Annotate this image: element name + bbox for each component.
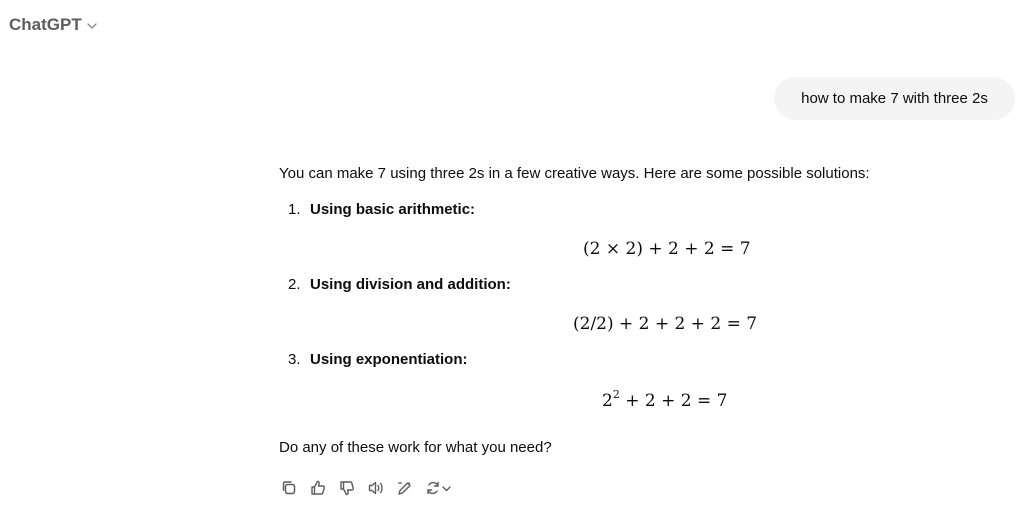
list-number: 1. bbox=[288, 201, 301, 218]
thumbs-up-button[interactable] bbox=[308, 478, 328, 498]
copy-button[interactable] bbox=[279, 478, 299, 498]
math-equation: (2 × 2) + 2 + 2 = 7 bbox=[583, 239, 751, 259]
regenerate-button[interactable] bbox=[424, 478, 454, 498]
math-equation bbox=[602, 388, 727, 411]
math-exponent: 2 bbox=[612, 388, 620, 401]
thumbs-down-icon bbox=[338, 479, 356, 497]
read-aloud-icon bbox=[367, 479, 385, 497]
model-selector[interactable] bbox=[9, 13, 98, 37]
assistant-intro: You can make 7 using three 2s in a few creative ways. Here are some possible solutions: bbox=[279, 165, 870, 182]
list-item bbox=[288, 201, 475, 218]
list-label: Using division and addition: bbox=[310, 276, 511, 293]
message-actions bbox=[279, 478, 454, 498]
user-message-text: how to make 7 with three 2s bbox=[801, 90, 988, 107]
list-item bbox=[288, 351, 468, 368]
thumbs-down-button[interactable] bbox=[337, 478, 357, 498]
list-item bbox=[288, 276, 511, 293]
read-aloud-button[interactable] bbox=[366, 478, 386, 498]
regenerate-icon bbox=[425, 479, 453, 497]
list-number: 3. bbox=[288, 351, 301, 368]
user-message-bubble bbox=[774, 77, 1015, 120]
assistant-closing: Do any of these work for what you need? bbox=[279, 439, 552, 456]
chevron-down-icon bbox=[86, 19, 98, 31]
list-label: Using basic arithmetic: bbox=[310, 201, 476, 218]
model-name: ChatGPT bbox=[9, 15, 82, 34]
edit-button[interactable] bbox=[395, 478, 415, 498]
copy-icon bbox=[280, 479, 298, 497]
list-label: Using exponentiation: bbox=[310, 351, 468, 368]
top-bar bbox=[0, 0, 1019, 50]
thumbs-up-icon bbox=[309, 479, 327, 497]
math-base: 2 bbox=[602, 391, 613, 411]
math-equation: (2/2) + 2 + 2 + 2 = 7 bbox=[573, 314, 758, 334]
list-number: 2. bbox=[288, 276, 301, 293]
math-rest: + 2 + 2 = 7 bbox=[619, 391, 728, 411]
edit-icon bbox=[396, 479, 414, 497]
